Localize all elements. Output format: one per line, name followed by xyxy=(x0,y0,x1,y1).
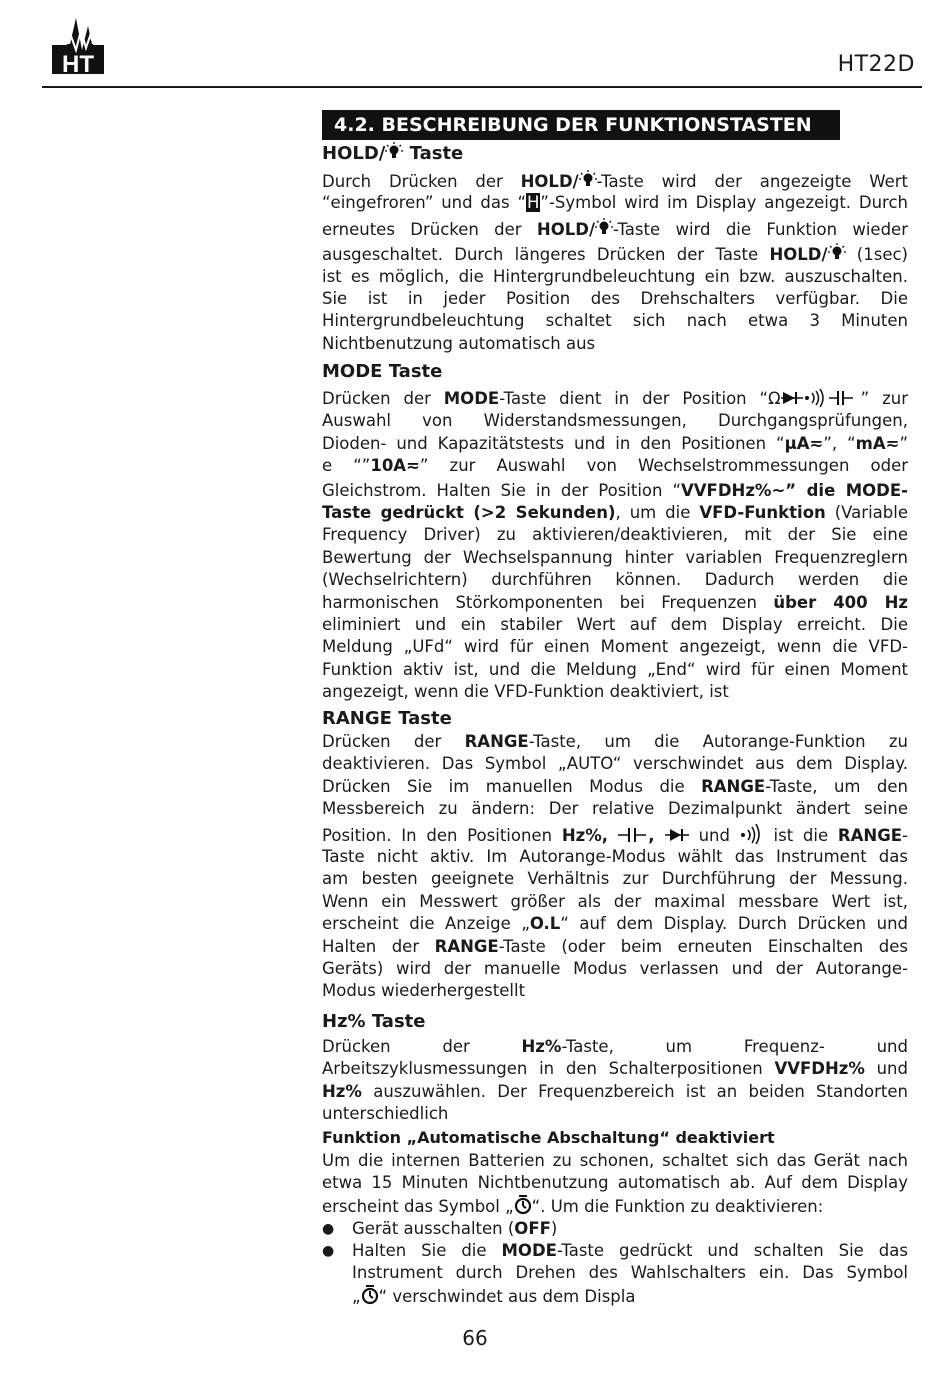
bullet-item: ● Halten Sie die MODE-Taste gedrückt und schalten Sie das Instrument durch Drehen des Wahlschalters ein. Das Symbol „ “ verschwindet aus dem Displa xyxy=(322,1241,908,1306)
hold-h-symbol: H xyxy=(527,193,540,213)
auto-off-heading: Funktion „Automatische Abschaltung“ deaktiviert xyxy=(322,1128,775,1147)
bullet-dot: ● xyxy=(322,1243,335,1259)
diode-continuity-capacitor-icon xyxy=(781,389,861,407)
ac-dc-icon: ≂ xyxy=(406,456,420,476)
bulb-icon xyxy=(595,218,613,238)
bulb-icon xyxy=(385,142,403,162)
bulb-icon xyxy=(579,170,597,190)
ac-dc-icon: ≂ xyxy=(885,433,900,453)
model-name: HT22D xyxy=(837,52,915,77)
auto-off-paragraph: Um die internen Batterien zu schonen, schaltet sich das Gerät nach etwa 15 Minuten Nichtbenutzung automatisch ab. Auf dem Display erscheint das Symbol „ “. Um die Funktion zu deaktivieren: xyxy=(322,1151,908,1216)
range-heading: RANGE Taste xyxy=(322,708,452,729)
hz-heading: Hz% Taste xyxy=(322,1011,426,1032)
bullet-dot: ● xyxy=(322,1221,335,1237)
ac-dc-icon: ≂ xyxy=(809,433,824,453)
auto-power-off-icon xyxy=(361,1285,379,1305)
hz-paragraph: Drücken der Hz%-Taste, um Frequenz- und Arbeitszyklusmessungen in den Schalterpositionen VVFDHz% und Hz% auszuwählen. Der Frequenzbereich ist an beiden Standorten unterschiedlich xyxy=(322,1037,908,1124)
bulb-icon xyxy=(828,243,846,263)
mode-heading: MODE Taste xyxy=(322,361,443,382)
header-rule xyxy=(42,86,922,88)
section-title: 4.2. BESCHREIBUNG DER FUNKTIONSTASTEN xyxy=(322,110,840,140)
auto-power-off-icon xyxy=(514,1195,532,1215)
ht-logo xyxy=(48,14,108,76)
bullet-item: ● Gerät ausschalten (OFF) xyxy=(322,1218,908,1240)
mode-paragraph: Drücken der MODE-Taste dient in der Position “Ω ” zur Auswahl von Widerstandsmessungen, Durchgangsprüfungen, Dioden- und Kapazitätstests und in den Positionen “µA≂”, “mA≂” e “”10A≂” zur Auswahl von Wechselstrommessungen oder Gleichstrom. Halten Sie in der Position “VVFDHz%~” die MODE- Taste gedrückt (>2 Sekunden), um die VFD-Funktion (Variable Frequency Driver) zu aktivieren/deaktivieren, mit der Sie eine Bewertung der Wechselspannung hinter variablen Frequenzreglern (Wechselrichtern) durchführen können. Dadurch werden die harmonischen Störkomponenten bei Frequenzen über 400 Hz eliminiert und ein stabiler Wert auf dem Display erreicht. Die Meldung „UFd“ wird für einen Moment angezeigt, wenn die VFD- Funktion aktiv ist, und die Meldung „End“ wird für einen Moment angezeigt, wenn die VFD-Funktion deaktiviert, ist xyxy=(322,389,909,702)
diode-icon xyxy=(665,826,689,844)
page-number: 66 xyxy=(462,1326,488,1350)
hold-paragraph: Durch Drücken der HOLD/ -Taste wird der angezeigte Wert “eingefroren” und das “H”-Symbol wird im Display angezeigt. Durch erneutes Drücken der HOLD/ -Taste wird die Funktion wieder ausgeschaltet. Durch längeres Drücken der Taste HOLD/ (1sec) ist es möglich, die Hintergrundbeleuchtung ein bzw. auszuschalten. Sie ist in jeder Position des Drehschalters verfügbar. Die Hintergrundbeleuchtung schaltet sich nach etwa 3 Minuten Nichtbenutzung automatisch aus xyxy=(322,172,908,353)
capacitor-icon xyxy=(618,826,648,844)
hold-heading: HOLD/ Taste xyxy=(322,143,464,164)
svg-text:HT: HT xyxy=(62,51,94,76)
continuity-icon xyxy=(740,824,764,844)
range-paragraph: Drücken der RANGE-Taste, um die Autorange-Funktion zu deaktivieren. Das Symbol „AUTO“ verschwindet aus dem Display. Drücken Sie im manuellen Modus die RANGE-Taste, um den Messbereich zu ändern: Der relative Dezimalpunkt ändert seine Position. In den Positionen Hz%, , und ist die RANGE- Taste nicht aktiv. Im Autorange-Modus wählt das Instrument das am besten geeignete Verhältnis zur Durchführung der Messung. Wenn ein Messwert größer als der maximal messbare Wert ist, erscheint die Anzeige „O.L“ auf dem Display. Durch Drücken und Halten der RANGE-Taste (oder beim erneuten Einschalten des Geräts) wird der manuelle Modus verlassen und der Autorange- Modus wiederhergestellt xyxy=(322,732,908,1001)
